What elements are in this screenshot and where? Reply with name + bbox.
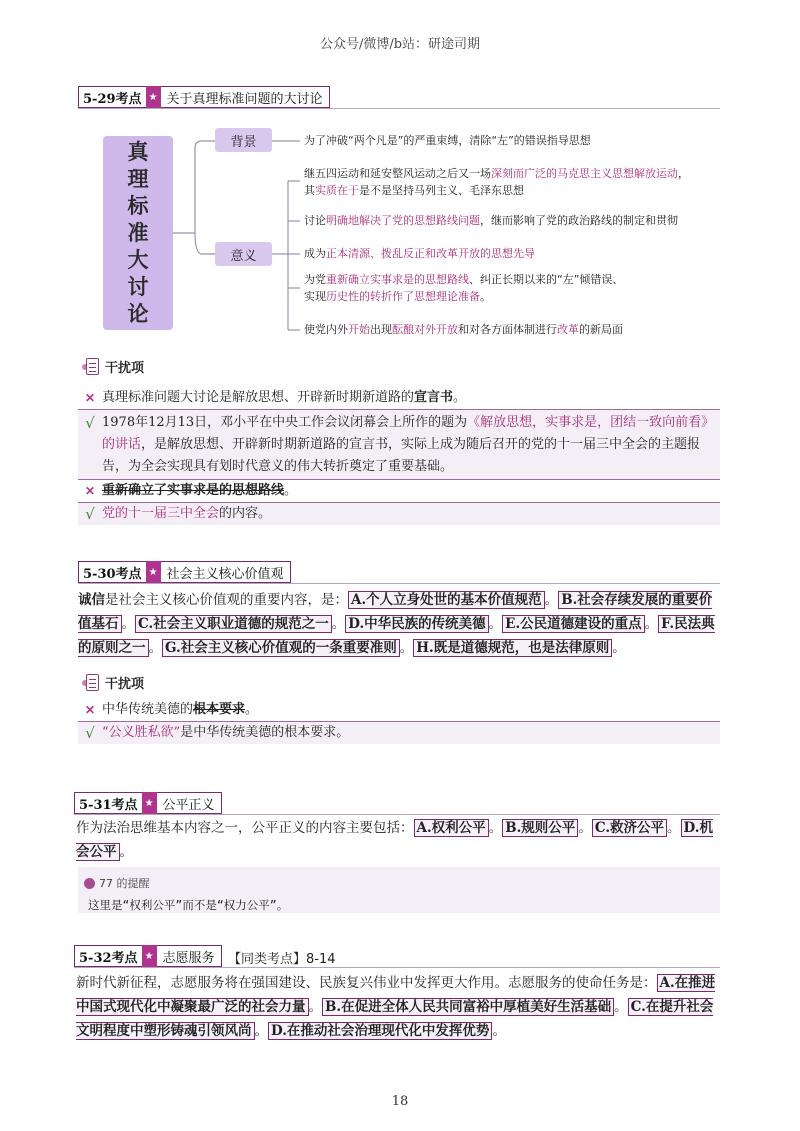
section-code: 5-30考点: [83, 566, 142, 582]
star-icon: ★: [146, 86, 161, 108]
mindmap-node-significance: 意义: [215, 242, 272, 266]
wrong-item: ✕ 中华传统美德的根本要求。: [78, 699, 720, 721]
section-code: 5-31考点: [79, 797, 138, 813]
volunteer-paragraph: 新时代新征程，志愿服务将在强国建设、民族复兴伟业中发挥更大作用。志愿服务的使命任务是： A.在推进中国式现代化中凝聚最广泛的社会力量 。 B.在促进全体人民共同富裕中厚植美好生活基础 。 C.在提升社会文明程度中塑形铸魂引领风尚 。 D.在推动社会治理现代化中发挥优势 。: [76, 975, 716, 1039]
significance-item-2: 讨论明确地解决了党的思想路线问题，继而影响了党的政治路线的制定和贯彻: [304, 214, 678, 227]
wrong-item: ✕ 重新确立了实事求是的思想路线。: [78, 480, 720, 502]
section-tag-5-31: [74, 792, 222, 814]
fairness-paragraph: 作为法治思维基本内容之一，公平正义的内容主要包括： A.权利公平 。 B.规则公平 。 C.救济公平 。 D.机会公平 。: [76, 820, 713, 860]
interference-heading: 干扰项: [82, 673, 144, 692]
page-number: 18: [391, 1094, 409, 1109]
section-divider: [78, 583, 720, 584]
page-header: 公众号/微博/b站：研途司期: [319, 37, 481, 52]
interference-heading: 干扰项: [82, 357, 144, 376]
mindmap-root: 真 理 标 准 大 讨 论: [103, 136, 173, 330]
significance-item-3: 成为正本清源、拨乱反正和改革开放的思想先导: [304, 247, 535, 260]
star-icon: ★: [142, 945, 157, 967]
section-divider: [74, 814, 720, 815]
star-icon: ★: [146, 561, 161, 583]
section-title: 公平正义: [162, 797, 215, 813]
section-title: 关于真理标准问题的大讨论: [166, 91, 323, 107]
star-icon: ★: [142, 792, 157, 814]
significance-item-4: 为党重新确立实事求是的思想路线、纠正长期以来的“左”倾错误、 实现历史性的转折作了思想理论准备。: [304, 273, 624, 303]
check-icon: √: [85, 414, 95, 432]
wrong-item: ✕ 真理标准问题大讨论是解放思想、开辟新时期新道路的宣言书。: [78, 387, 720, 409]
section-divider: [74, 967, 720, 968]
section-tag-5-30: [78, 561, 291, 583]
check-icon: √: [85, 505, 95, 523]
background-text: 为了冲破“两个凡是”的严重束缚，清除“左”的错误指导思想: [304, 134, 591, 147]
check-icon: √: [85, 724, 95, 742]
correct-item: √ 党的十一届三中全会的内容。: [78, 503, 720, 525]
section-title: 社会主义核心价值观: [166, 566, 284, 582]
significance-item-1: 继五四运动和延安整风运动之后又一场深刻而广泛的马克思主义思想解放运动， 其实质在于是不是坚持马列主义、毛泽东思想: [304, 167, 689, 197]
correct-item: √ 1978年12月13日，邓小平在中央工作会议闭幕会上所作的题为《解放思想，实事求是，团结一致向前看》的讲话，是解放思想、开辟新时期新道路的宣言书，实际上成为随后召开的党的十一届三中全会的主题报告，为全会实现具有划时代意义的伟大转折奠定了重要基础。: [78, 410, 720, 479]
document-icon: [82, 674, 102, 692]
cross-icon: ✕: [84, 484, 96, 498]
section-code: 5-32考点: [79, 950, 138, 966]
cross-icon: ✕: [84, 391, 96, 405]
section-tag-5-32: [74, 945, 222, 967]
section-code: 5-29考点: [83, 91, 142, 107]
core-values-paragraph: 诚信是社会主义核心价值观的重要内容，是： A.个人立身处世的基本价值规范 。 B.社会存续发展的重要价值基石 。 C.社会主义职业道德的规范之一 。 D.中华民族的传统美德 。 E.公民道德建设的重点 。 F.民法典的原则之一 。 G.社会主义核心价值观的一条重要准则 。 H.既是道德规范，也是法律原则 。: [78, 592, 715, 656]
related-reference: 【同类考点】8-14: [228, 952, 336, 967]
bulb-icon: [84, 878, 95, 889]
tip-box: 77 的提醒 这里是“权利公平”而不是“权力公平”。: [78, 867, 720, 913]
section-title: 志愿服务: [162, 950, 215, 966]
cross-icon: ✕: [84, 703, 96, 717]
mindmap-node-background: 背景: [215, 128, 272, 152]
correct-item: √ “公义胜私欲”是中华传统美德的根本要求。: [78, 722, 720, 744]
significance-item-5: 使党内外开始出现酝酿对外开放和对各方面体制进行改革的新局面: [304, 323, 623, 336]
document-icon: [82, 358, 102, 376]
